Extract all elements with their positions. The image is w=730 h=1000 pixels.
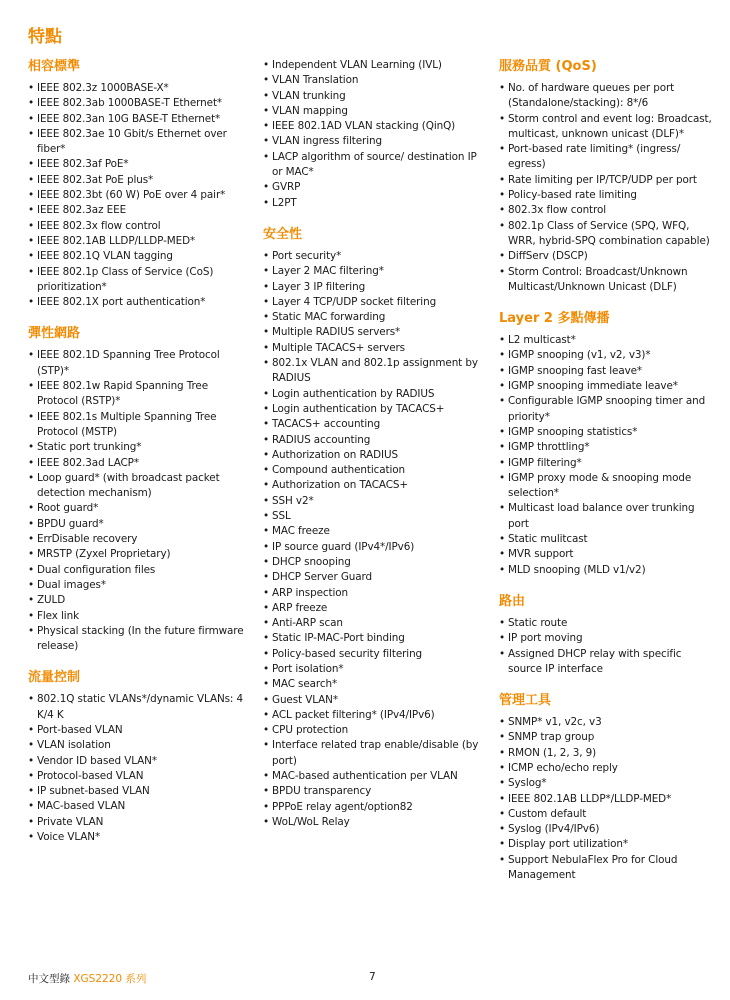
page-title: 特點 bbox=[28, 27, 62, 47]
feature-item: • Voice VLAN* bbox=[28, 830, 250, 845]
feature-item: • Layer 4 TCP/UDP socket filtering bbox=[263, 295, 489, 310]
feature-item: • Syslog* bbox=[499, 776, 717, 791]
section-heading: 路由 bbox=[499, 593, 526, 609]
feature-item: • IEEE 802.3x flow control bbox=[28, 219, 250, 234]
feature-item: • 802.1p Class of Service (SPQ, WFQ, WRR, hybrid-SPQ combination capable) bbox=[499, 219, 717, 250]
feature-item: • IEEE 802.3ae 10 Gbit/s Ethernet over fiber* bbox=[28, 127, 250, 158]
feature-item: • Static port trunking* bbox=[28, 440, 250, 455]
feature-item: • MAC freeze bbox=[263, 524, 489, 539]
feature-item: • VLAN isolation bbox=[28, 738, 250, 753]
feature-item: • Syslog (IPv4/IPv6) bbox=[499, 822, 717, 837]
feature-item: • VLAN mapping bbox=[263, 104, 489, 119]
feature-item: • SSH v2* bbox=[263, 494, 489, 509]
feature-item: • 802.1Q static VLANs*/dynamic VLANs: 4 K/4 K bbox=[28, 692, 250, 723]
feature-item: • Anti-ARP scan bbox=[263, 616, 489, 631]
feature-item: • SSL bbox=[263, 509, 489, 524]
feature-item: • ZULD bbox=[28, 593, 250, 608]
feature-item: • Multiple RADIUS servers* bbox=[263, 325, 489, 340]
feature-item: • IEEE 802.1w Rapid Spanning Tree Protocol (RSTP)* bbox=[28, 379, 250, 410]
feature-list bbox=[499, 333, 717, 578]
feature-section bbox=[499, 593, 717, 677]
footer-catalog-text: 中文型錄 bbox=[28, 973, 70, 985]
feature-item: • GVRP bbox=[263, 180, 489, 195]
feature-item: • LACP algorithm of source/ destination IP or MAC* bbox=[263, 150, 489, 181]
feature-item: • Port-based rate limiting* (ingress/ egress) bbox=[499, 142, 717, 173]
feature-item: • SNMP trap group bbox=[499, 730, 717, 745]
feature-item: • IEEE 802.1p Class of Service (CoS) prioritization* bbox=[28, 265, 250, 296]
feature-item: • MAC search* bbox=[263, 677, 489, 692]
feature-item: • Multicast load balance over trunking port bbox=[499, 501, 717, 532]
feature-item: • IEEE 802.3ab 1000BASE-T Ethernet* bbox=[28, 96, 250, 111]
feature-item: • IEEE 802.3az EEE bbox=[28, 203, 250, 218]
feature-section bbox=[28, 669, 250, 845]
feature-item: • DHCP Server Guard bbox=[263, 570, 489, 585]
feature-item: • ErrDisable recovery bbox=[28, 532, 250, 547]
feature-list bbox=[263, 58, 489, 211]
feature-item: • Layer 3 IP filtering bbox=[263, 280, 489, 295]
feature-item: • Flex link bbox=[28, 609, 250, 624]
feature-section bbox=[499, 58, 717, 295]
feature-item: • 802.3x flow control bbox=[499, 203, 717, 218]
feature-item: • IEEE 802.1AB LLDP*/LLDP-MED* bbox=[499, 792, 717, 807]
feature-item: • MRSTP (Zyxel Proprietary) bbox=[28, 547, 250, 562]
feature-item: • Loop guard* (with broadcast packet detection mechanism) bbox=[28, 471, 250, 502]
feature-section bbox=[28, 325, 250, 654]
feature-list bbox=[499, 81, 717, 295]
feature-list bbox=[28, 81, 250, 310]
feature-item: • Compound authentication bbox=[263, 463, 489, 478]
page-number: 7 bbox=[369, 971, 376, 983]
feature-item: • IP subnet-based VLAN bbox=[28, 784, 250, 799]
feature-item: • Storm control and event log: Broadcast, multicast, unknown unicast (DLF)* bbox=[499, 112, 717, 143]
feature-item: • IEEE 802.3z 1000BASE-X* bbox=[28, 81, 250, 96]
feature-item: • RMON (1, 2, 3, 9) bbox=[499, 746, 717, 761]
feature-item: • ARP freeze bbox=[263, 601, 489, 616]
feature-item: • IEEE 802.1s Multiple Spanning Tree Protocol (MSTP) bbox=[28, 410, 250, 441]
feature-item: • Dual images* bbox=[28, 578, 250, 593]
feature-list bbox=[499, 616, 717, 677]
feature-item: • CPU protection bbox=[263, 723, 489, 738]
feature-item: • VLAN ingress filtering bbox=[263, 134, 489, 149]
feature-list bbox=[28, 348, 250, 654]
column-3 bbox=[499, 58, 717, 898]
feature-item: • IGMP proxy mode & snooping mode selection* bbox=[499, 471, 717, 502]
feature-section bbox=[28, 58, 250, 310]
feature-item: • Static route bbox=[499, 616, 717, 631]
feature-item: • Policy-based security filtering bbox=[263, 647, 489, 662]
section-heading: 相容標準 bbox=[28, 59, 81, 74]
feature-item: • IEEE 802.3af PoE* bbox=[28, 157, 250, 172]
feature-item: • Custom default bbox=[499, 807, 717, 822]
feature-item: • IEEE 802.1AD VLAN stacking (QinQ) bbox=[263, 119, 489, 134]
feature-item: • IEEE 802.1D Spanning Tree Protocol (STP)* bbox=[28, 348, 250, 379]
feature-item: • IP port moving bbox=[499, 631, 717, 646]
feature-item: • PPPoE relay agent/option82 bbox=[263, 800, 489, 815]
section-heading: 管理工具 bbox=[499, 693, 552, 709]
feature-item: • Static mulitcast bbox=[499, 532, 717, 547]
feature-item: • Policy-based rate limiting bbox=[499, 188, 717, 203]
feature-item: • IEEE 802.3an 10G BASE-T Ethernet* bbox=[28, 112, 250, 127]
feature-item: • BPDU guard* bbox=[28, 517, 250, 532]
feature-list bbox=[28, 692, 250, 845]
footer-product-name: XGS2220 系列 bbox=[73, 973, 147, 985]
feature-list bbox=[263, 249, 489, 830]
feature-item: • IGMP snooping (v1, v2, v3)* bbox=[499, 348, 717, 363]
feature-item: • Port-based VLAN bbox=[28, 723, 250, 738]
feature-item: • Authorization on RADIUS bbox=[263, 448, 489, 463]
feature-item: • VLAN Translation bbox=[263, 73, 489, 88]
feature-item: • IEEE 802.1X port authentication* bbox=[28, 295, 250, 310]
feature-item: • 802.1x VLAN and 802.1p assignment by RADIUS bbox=[263, 356, 489, 387]
section-heading: 流量控制 bbox=[28, 670, 81, 686]
section-heading: Layer 2 多點傳播 bbox=[499, 311, 610, 327]
column-1 bbox=[28, 58, 250, 860]
feature-item: • IGMP filtering* bbox=[499, 456, 717, 471]
feature-item: • IP source guard (IPv4*/IPv6) bbox=[263, 540, 489, 555]
feature-section bbox=[499, 692, 717, 883]
feature-list bbox=[499, 715, 717, 883]
feature-item: • Storm Control: Broadcast/Unknown Multicast/Unknown Unicast (DLF) bbox=[499, 265, 717, 296]
feature-item: • IEEE 802.3ad LACP* bbox=[28, 456, 250, 471]
feature-item: • ACL packet filtering* (IPv4/IPv6) bbox=[263, 708, 489, 723]
feature-item: • VLAN trunking bbox=[263, 89, 489, 104]
feature-item: • Independent VLAN Learning (IVL) bbox=[263, 58, 489, 73]
feature-item: • Physical stacking (In the future firmware release) bbox=[28, 624, 250, 655]
feature-item: • IEEE 802.1AB LLDP/LLDP-MED* bbox=[28, 234, 250, 249]
feature-item: • IGMP snooping fast leave* bbox=[499, 364, 717, 379]
feature-item: • Port isolation* bbox=[263, 662, 489, 677]
feature-item: • ARP inspection bbox=[263, 586, 489, 601]
feature-item: • Static IP-MAC-Port binding bbox=[263, 631, 489, 646]
feature-section bbox=[263, 226, 489, 830]
feature-item: • DHCP snooping bbox=[263, 555, 489, 570]
feature-item: • Authorization on TACACS+ bbox=[263, 478, 489, 493]
feature-item: • Static MAC forwarding bbox=[263, 310, 489, 325]
feature-item: • WoL/WoL Relay bbox=[263, 815, 489, 830]
feature-item: • No. of hardware queues per port (Standalone/stacking): 8*/6 bbox=[499, 81, 717, 112]
feature-item: • L2PT bbox=[263, 196, 489, 211]
feature-item: • Protocol-based VLAN bbox=[28, 769, 250, 784]
feature-item: • Display port utilization* bbox=[499, 837, 717, 852]
feature-item: • Private VLAN bbox=[28, 815, 250, 830]
feature-item: • DiffServ (DSCP) bbox=[499, 249, 717, 264]
feature-item: • Login authentication by TACACS+ bbox=[263, 402, 489, 417]
feature-item: • ICMP echo/echo reply bbox=[499, 761, 717, 776]
feature-item: • IEEE 802.1Q VLAN tagging bbox=[28, 249, 250, 264]
feature-item: • MVR support bbox=[499, 547, 717, 562]
feature-item: • Guest VLAN* bbox=[263, 693, 489, 708]
feature-item: • IEEE 802.3at PoE plus* bbox=[28, 173, 250, 188]
feature-item: • Root guard* bbox=[28, 501, 250, 516]
feature-item: • IEEE 802.3bt (60 W) PoE over 4 pair* bbox=[28, 188, 250, 203]
feature-item: • IGMP throttling* bbox=[499, 440, 717, 455]
section-heading: 安全性 bbox=[263, 226, 303, 242]
feature-item: • Configurable IGMP snooping timer and priority* bbox=[499, 394, 717, 425]
feature-item: • MAC-based authentication per VLAN bbox=[263, 769, 489, 784]
feature-item: • MLD snooping (MLD v1/v2) bbox=[499, 563, 717, 578]
feature-item: • SNMP* v1, v2c, v3 bbox=[499, 715, 717, 730]
column-2 bbox=[263, 58, 489, 845]
feature-item: • Rate limiting per IP/TCP/UDP per port bbox=[499, 173, 717, 188]
footer-catalog-label bbox=[28, 971, 146, 986]
feature-item: • L2 multicast* bbox=[499, 333, 717, 348]
feature-item: • RADIUS accounting bbox=[263, 433, 489, 448]
feature-item: • Multiple TACACS+ servers bbox=[263, 341, 489, 356]
feature-item: • Assigned DHCP relay with specific source IP interface bbox=[499, 647, 717, 678]
feature-item: • IGMP snooping statistics* bbox=[499, 425, 717, 440]
feature-item: • Support NebulaFlex Pro for Cloud Management bbox=[499, 853, 717, 884]
section-heading: 彈性網路 bbox=[28, 326, 81, 342]
feature-item: • Interface related trap enable/disable (by port) bbox=[263, 738, 489, 769]
feature-section bbox=[499, 310, 717, 578]
feature-item: • MAC-based VLAN bbox=[28, 799, 250, 814]
feature-item: • IGMP snooping immediate leave* bbox=[499, 379, 717, 394]
feature-section bbox=[263, 58, 489, 211]
feature-item: • Dual configuration files bbox=[28, 563, 250, 578]
section-heading: 服務品質 (QoS) bbox=[499, 59, 597, 74]
feature-item: • Vendor ID based VLAN* bbox=[28, 754, 250, 769]
feature-item: • BPDU transparency bbox=[263, 784, 489, 799]
feature-item: • TACACS+ accounting bbox=[263, 417, 489, 432]
feature-item: • Login authentication by RADIUS bbox=[263, 387, 489, 402]
feature-item: • Layer 2 MAC filtering* bbox=[263, 264, 489, 279]
feature-item: • Port security* bbox=[263, 249, 489, 264]
